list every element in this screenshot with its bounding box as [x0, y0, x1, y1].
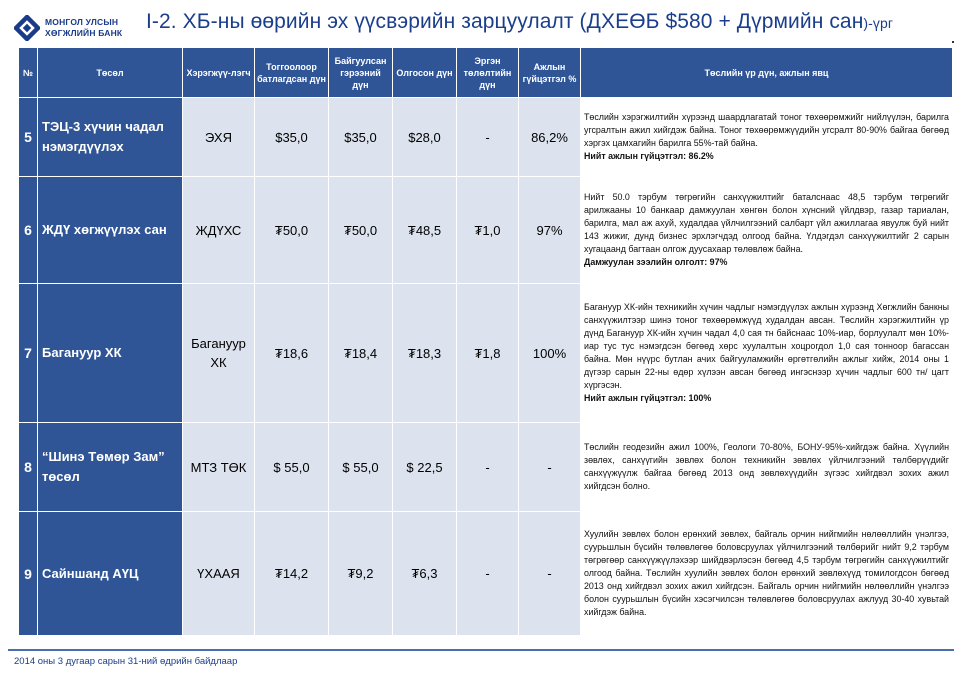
header-executor: Хэрэгжүү-лэгч: [183, 48, 255, 98]
status-text: Төслийн хэрэгжилтийн хүрээнд шаардлагатай тоног төхөөрөмжийг нийлүүлэн, барилга угсралтын ажил хийгдэж байна. Тоног төхөөрөмжүүдийн угсралт 80-90% байгаа бөгөөд хэргэх цамхагийн барилга 55%-тай байна.: [584, 111, 949, 148]
project-name: Багануур ХК: [38, 284, 183, 423]
row-number: 8: [19, 423, 38, 512]
footnote-date: 2014 оны 3 дугаар сарын 31-ний өдрийн байдлаар: [14, 656, 238, 667]
performance-percent: -: [519, 423, 581, 512]
performance-percent: 97%: [519, 177, 581, 284]
contracted-amount: ₮18,4: [329, 284, 393, 423]
repaid-amount: -: [457, 98, 519, 177]
repaid-amount: ₮1,0: [457, 177, 519, 284]
contracted-amount: $35,0: [329, 98, 393, 177]
project-name: “Шинэ Төмөр Зам” төсөл: [38, 423, 183, 512]
approved-amount: $ 55,0: [255, 423, 329, 512]
header-contracted: Байгуулсан гэрээний дүн: [329, 48, 393, 98]
project-name: Сайншанд АҮЦ: [38, 512, 183, 636]
performance-percent: 100%: [519, 284, 581, 423]
status-description: [581, 177, 953, 284]
row-number: 9: [19, 512, 38, 636]
projects-table: [18, 47, 953, 636]
table-row: [19, 423, 953, 512]
executor: МТЗ ТӨК: [183, 423, 255, 512]
approved-amount: ₮18,6: [255, 284, 329, 423]
logo-line-1: МОНГОЛ УЛСЫН: [45, 17, 119, 27]
logo-line-2: ХӨГЖЛИЙН БАНК: [45, 28, 123, 38]
status-description: [581, 423, 953, 512]
status-text: Нийт 50.0 тэрбум төгрөгийн санхүүжилтийг баталснаас 48,5 тэрбум төгрөгийг арилжааны 10 банкаар дамжуулан хөнгөн болон хүнсний үйлдвэр, газар тариалан, барилга, мал аж ахуй, худалдаа үйлчилгээний салбарт үйл ажиллагаа явуулж буй нийт 143 жижиг, дунд бизнес эрхлэгчдэд олгоод байна. Үлдэгдэл санхүүжилтийг 2 сарын хугацаанд багтаан олгож дуусахаар төлөвлөж байна.: [584, 191, 949, 255]
performance-percent: 86,2%: [519, 98, 581, 177]
project-name: ТЭЦ-3 хүчин чадал нэмэгдүүлэх: [38, 98, 183, 177]
status-text: Багануур ХК-ийн техникийн хүчин чадлыг нэмэгдүүлэх ажлын хүрээнд Хөгжлийн банкны санхүүжилтээр шинэ тоног төхөөрөмжүүд худалдан авсан. Төслийн хэрэгжилтийн үр дүнд Багануур ХК-ийн хүчин чадал 4,0 сая тн байснаас 10%-иар, борлуулалт мөн 10%-иар тус тус нэмэгдсэн бөгөөд хөрс хуулалтын хоцрогдол 1,0 сая тонноор багассан байна. Мөн нүүрс бутлан ачих байгууламжийн өргөтгөлийн ажлыг хийж, 2014 оны 1 дүгээр сарын 22-ны өдөр хүлээн авсан бөгөөд ингэснээр хүчин чадлыг 600 тн/ цагт хүргэсэн.: [584, 301, 949, 391]
header-approved: Тоггоолоор батлагдсан дүн: [255, 48, 329, 98]
header-no: №: [19, 48, 38, 98]
approved-amount: ₮14,2: [255, 512, 329, 636]
slide-title-main: I-2. ХБ-ны өөрийн эх үүсвэрийн зарцуулалт (ДХЕӨБ $580 + Дүрмийн сан: [146, 10, 864, 33]
status-description: [581, 512, 953, 636]
row-number: 5: [19, 98, 38, 177]
slide-title: [146, 10, 893, 34]
header-performance: Ажлын гүйцэтгэл %: [519, 48, 581, 98]
disbursed-amount: ₮6,3: [393, 512, 457, 636]
header-project: Төсөл: [38, 48, 183, 98]
table-row: [19, 98, 953, 177]
slide-title-suffix: )-үрг: [863, 15, 894, 31]
executor: Багануур ХК: [183, 284, 255, 423]
table-row: [19, 284, 953, 423]
contracted-amount: $ 55,0: [329, 423, 393, 512]
status-text: Төслийн геодезийн ажил 100%, Геологи 70-80%, БОНУ-95%-хийгдэж байна. Хүүлийн зөвлөх, санхүүгийн зөвлөх болон техникийн зөвлөх үйлчилгээний төлбөрүүдийг санхүүжүүлж байгаа бөгөөд 2013 онд зөвлөхүүдийн зүгээс хийгдвэл зохих ажил хийгдсэн болно.: [584, 441, 949, 492]
table-row: [19, 177, 953, 284]
status-summary: Дамжуулан зээлийн олголт: 97%: [584, 257, 728, 268]
header-status: Төслийн үр дүн, ажлын явц: [581, 48, 953, 98]
approved-amount: ₮50,0: [255, 177, 329, 284]
status-summary: Нийт ажлын гүйцэтгэл: 86.2%: [584, 151, 714, 162]
contracted-amount: ₮50,0: [329, 177, 393, 284]
project-name: ЖДҮ хөгжүүлэх сан: [38, 177, 183, 284]
approved-amount: $35,0: [255, 98, 329, 177]
row-number: 6: [19, 177, 38, 284]
executor: ҮХААЯ: [183, 512, 255, 636]
table-header-row: [19, 48, 953, 98]
status-text: Хуулийн зөвлөх болон ерөнхий зөвлөх, байгаль орчин нийгмийн нөлөөллийн үнэлгээ, суурьшлын бүсийн төлөвлөгөө боловсруулах үйлчилгээний төлбөрийг нийт 9,2 тэрбум төгрөгөөр санхүүжүүлэхээр шийдвэрлэсэн бөгөөд 4,5 тэрбум төгрөгийн санхүүжилтийг олгоод байна. Төслийн хуулийн зөвлөх болон ерөнхий зөвлөхүүд томилогдсон бөгөөд 2013 онд хийгдвэл зохих ажил хийгдсэн. Байгаль орчин нийгмийн нөлөөллийн үнэлгээ болон суурьшлын бүсийн хэсэгчилсэн төлөвлөгөө боловсруулах ажлууд 30-40 хувьтай хийгдэж байна.: [584, 528, 949, 618]
disbursed-amount: $28,0: [393, 98, 457, 177]
header-repaid: Эргэн төлөлтийн дүн: [457, 48, 519, 98]
footer-divider: [8, 649, 954, 651]
status-description: [581, 98, 953, 177]
bank-logo: [14, 8, 138, 48]
header-disbursed: Олгосон дүн: [393, 48, 457, 98]
table-row: [19, 512, 953, 636]
row-number: 7: [19, 284, 38, 423]
status-summary: Нийт ажлын гүйцэтгэл: 100%: [584, 393, 712, 404]
repaid-amount: -: [457, 423, 519, 512]
status-description: [581, 284, 953, 423]
performance-percent: -: [519, 512, 581, 636]
executor: ЭХЯ: [183, 98, 255, 177]
bank-emblem-icon: [14, 15, 40, 41]
executor: ЖДҮХС: [183, 177, 255, 284]
repaid-amount: -: [457, 512, 519, 636]
contracted-amount: ₮9,2: [329, 512, 393, 636]
decorative-dot: [952, 41, 954, 43]
disbursed-amount: ₮18,3: [393, 284, 457, 423]
disbursed-amount: ₮48,5: [393, 177, 457, 284]
disbursed-amount: $ 22,5: [393, 423, 457, 512]
repaid-amount: ₮1,8: [457, 284, 519, 423]
